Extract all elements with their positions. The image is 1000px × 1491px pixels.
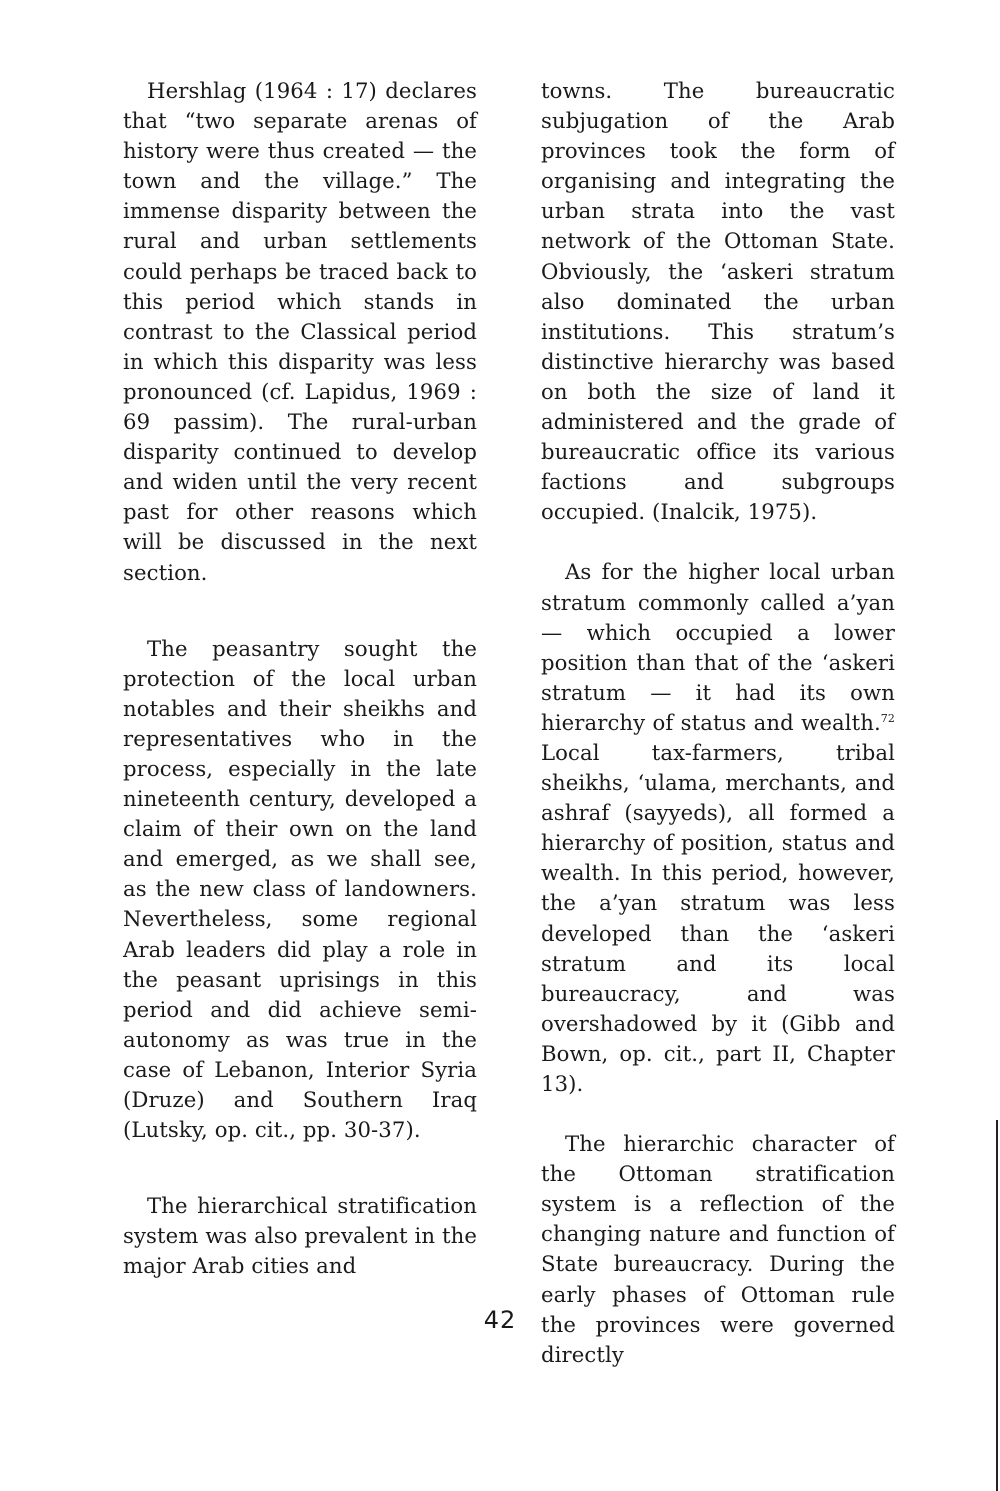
- paragraph-spacer: [541, 527, 895, 557]
- paragraph-spacer: [123, 588, 477, 634]
- page-number: 42: [483, 1306, 517, 1334]
- footnote-reference: 72: [880, 711, 895, 725]
- left-column: [123, 76, 477, 1281]
- paragraph-ayan-text: As for the higher local urban stratum commonly called a’yan — which occupied a lower position than that of the ‘askeri stratum — it had its own hierarchy of status and wealth.: [541, 559, 895, 735]
- paragraph-towns: towns. The bureaucratic subjugation of the Arab provinces took the form of organising and integrating the urban strata into the vast network of the Ottoman State. Obviously, the ‘askeri stratum also dominated the urban institutions. This stratum’s distinctive hierarchy was based on both the size of land it administered and the grade of bureaucratic office its various factions and subgroups occupied. (Inalcik, 1975).: [541, 78, 895, 525]
- paragraph-spacer: [541, 1099, 895, 1129]
- paragraph-ayan: [541, 557, 895, 1099]
- paragraph-hershlag: Hershlag (1964 : 17) declares that “two separate arenas of history were thus created — the town and the village.” The immense disparity between the rural and urban settlements could perhaps be traced back to this period which stands in contrast to the Classical period in which this disparity was less pronounced (cf. Lapidus, 1969 : 69 passim). The rural-urban disparity continued to develop and widen until the very recent past for other reasons which will be discussed in the next section.: [123, 78, 477, 585]
- paragraph-peasantry: The peasantry sought the protection of the local urban notables and their sheikhs and representatives who in the process, especially in the late nineteenth century, developed a claim of their own on the land and emerged, as we shall see, as the new class of landowners. Nevertheless, some regional Arab leaders did play a role in the peasant uprisings in this period and did achieve semi-autonomy as was true in the case of Lebanon, Interior Syria (Druze) and Southern Iraq (Lutsky, op. cit., pp. 30-37).: [123, 635, 477, 1143]
- right-column: [541, 76, 895, 1370]
- paragraph-hierarchical-stratification: The hierarchical stratification system was also prevalent in the major Arab cities and: [123, 1193, 477, 1279]
- page-edge-line: [996, 1120, 998, 1491]
- paragraph-hierarchic-character: The hierarchic character of the Ottoman stratification system is a reflection of the changing nature and function of State bureaucracy. During the early phases of Ottoman rule the provinces were governed directly: [541, 1131, 895, 1367]
- paragraph-ayan-continued: Local tax-farmers, tribal sheikhs, ‘ulama, merchants, and ashraf (sayyeds), all formed a hierarchy of position, status and wealth. In this period, however, the a’yan stratum was less developed than the ‘askeri stratum and its local bureaucracy, and was overshadowed by it (Gibb and Bown, op. cit., part II, Chapter 13).: [541, 739, 895, 1096]
- paragraph-spacer: [123, 1145, 477, 1191]
